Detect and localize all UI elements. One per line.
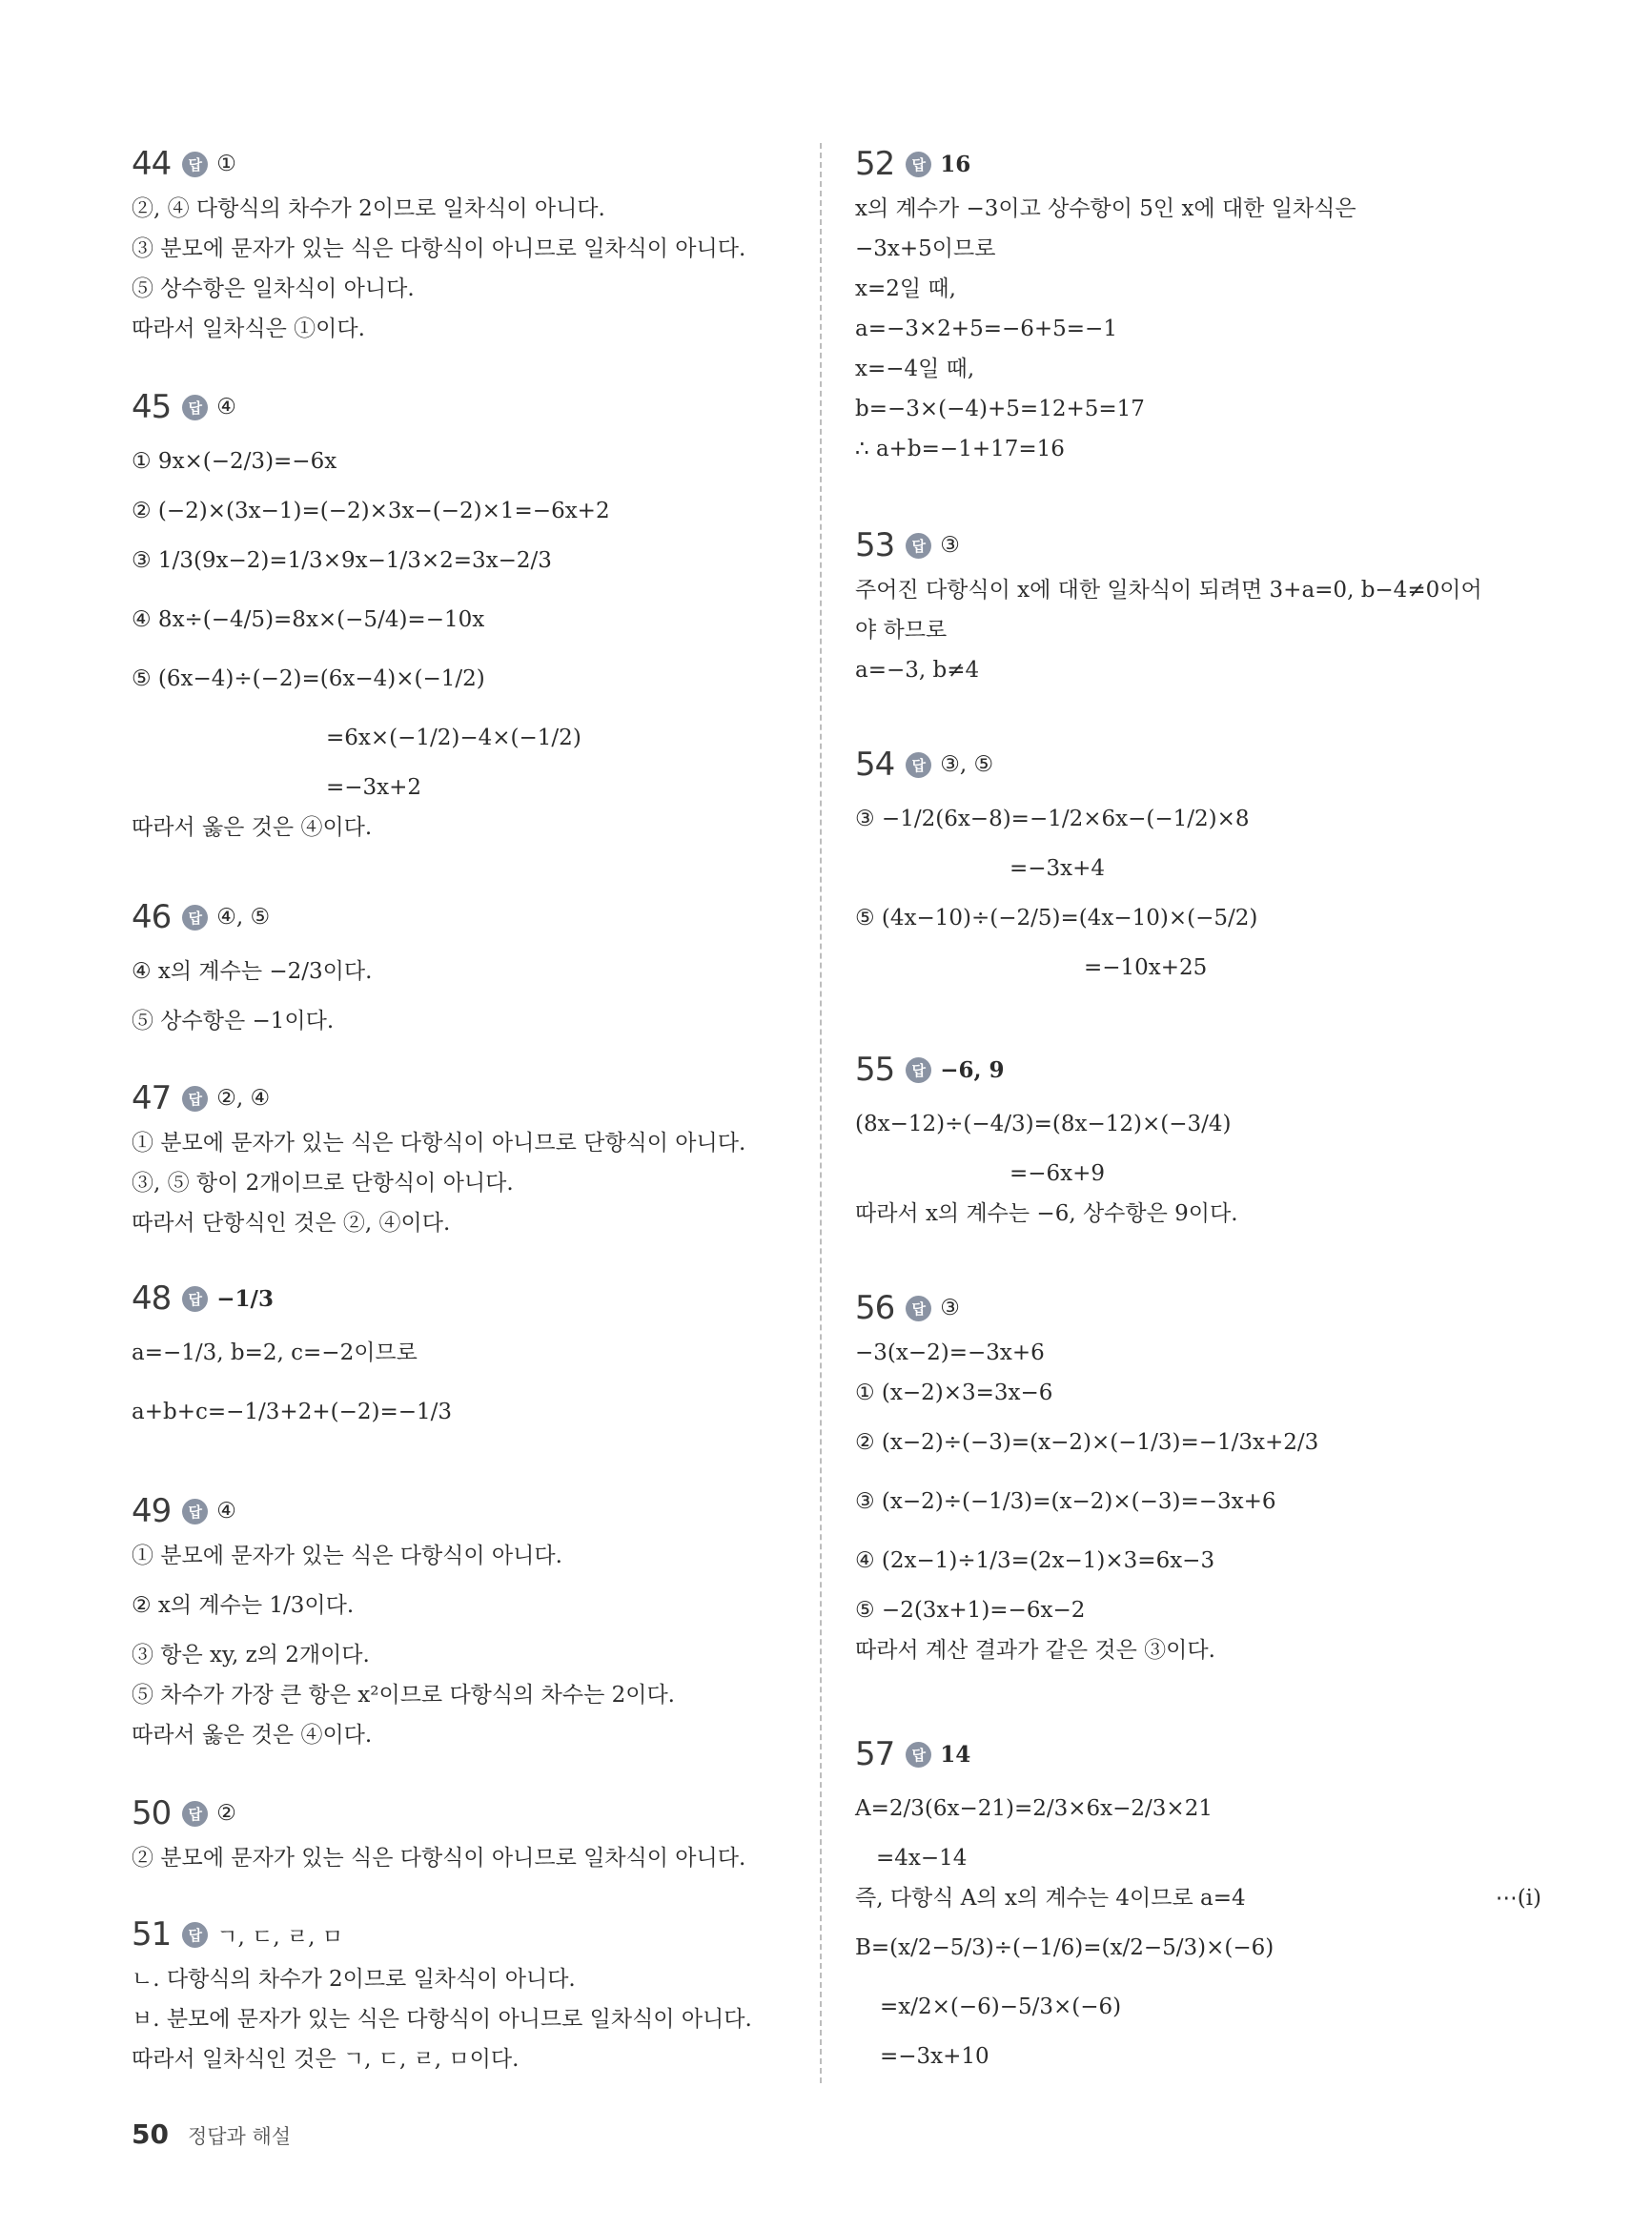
problem-number: 57 <box>855 1735 895 1773</box>
solution-text: ⑤ −2(3x+1)=−6x−2 <box>855 1598 1086 1623</box>
solution-text: ⑤ (6x−4)÷(−2)=(6x−4)×(−1/2) <box>132 666 485 691</box>
equation-tag: ⋯(i) <box>1495 1886 1541 1911</box>
solution-text: a=−3×2+5=−6+5=−1 <box>855 317 1117 341</box>
solution-text: a=−1/3, b=2, c=−2이므로 <box>132 1340 418 1365</box>
answer-badge-icon: 답 <box>906 152 931 177</box>
problem-53 <box>855 524 1541 690</box>
solution-text: −3(x−2)=−3x+6 <box>855 1340 1045 1365</box>
solution-text: ④ x의 계수는 −2/3이다. <box>132 959 373 984</box>
answer-value: ③ <box>940 1296 960 1320</box>
problem-header <box>132 1913 818 1955</box>
solution-line <box>855 849 1541 889</box>
problem-header <box>855 1733 1541 1775</box>
problem-number: 45 <box>132 388 172 426</box>
solution-line <box>855 349 1541 389</box>
solution-line <box>855 1779 1541 1838</box>
solution-text: ㅂ. 분모에 문자가 있는 식은 다항식이 아니므로 일차식이 아니다. <box>132 2007 752 2032</box>
solution-text: 따라서 일차식은 ①이다. <box>132 317 365 341</box>
solution-text: ∴ a+b=−1+17=16 <box>855 437 1065 461</box>
solution-text: ① 9x×(−2/3)=−6x <box>132 449 337 474</box>
problem-header <box>855 1287 1541 1329</box>
answer-badge-icon: 답 <box>182 152 208 177</box>
problem-56 <box>855 1287 1541 1670</box>
problem-number: 52 <box>855 145 895 183</box>
solution-line <box>855 1333 1541 1373</box>
solution-line <box>855 1413 1541 1472</box>
solution-text: =6x×(−1/2)−4×(−1/2) <box>326 726 581 750</box>
solution-line <box>855 1630 1541 1670</box>
answer-badge-icon: 답 <box>906 533 931 559</box>
answer-value: ②, ④ <box>216 1086 271 1111</box>
problem-number: 44 <box>132 145 172 183</box>
solution-line <box>132 309 818 349</box>
answer-badge-icon: 답 <box>182 395 208 420</box>
problem-number: 55 <box>855 1051 895 1089</box>
answer-value: −6, 9 <box>940 1056 1005 1083</box>
problem-number: 51 <box>132 1915 172 1954</box>
solution-line <box>855 570 1541 610</box>
solution-line <box>855 610 1541 650</box>
solution-line <box>132 708 818 767</box>
solution-line <box>855 309 1541 349</box>
answer-badge-icon: 답 <box>182 1086 208 1112</box>
solution-text: a=−3, b≠4 <box>855 658 980 683</box>
solution-text: 따라서 옳은 것은 ④이다. <box>132 1723 373 1748</box>
problem-header <box>132 143 818 185</box>
answer-badge-icon: 답 <box>182 1499 208 1524</box>
solution-line <box>132 2039 818 2079</box>
solution-line <box>132 269 818 309</box>
solution-line <box>855 1918 1541 1977</box>
answer-value: −1/3 <box>216 1285 274 1312</box>
solution-text: 따라서 옳은 것은 ④이다. <box>132 815 373 840</box>
answer-value: ② <box>216 1801 236 1826</box>
solution-line <box>855 269 1541 309</box>
solution-line <box>855 1531 1541 1590</box>
solution-line <box>132 649 818 708</box>
problem-number: 49 <box>132 1492 172 1530</box>
solution-line <box>855 189 1541 229</box>
problem-header <box>855 1049 1541 1091</box>
answer-value: ④ <box>216 1499 236 1524</box>
problem-header <box>132 896 818 938</box>
solution-text: ③ 항은 xy, z의 2개이다. <box>132 1643 370 1667</box>
solution-line <box>132 1999 818 2039</box>
solution-line <box>132 1576 818 1635</box>
solution-text: 따라서 단항식인 것은 ②, ④이다. <box>132 1211 451 1236</box>
solution-text: ③ 1/3(9x−2)=1/3×9x−1/3×2=3x−2/3 <box>132 548 552 573</box>
answer-badge-icon: 답 <box>182 1801 208 1827</box>
solution-line <box>132 1382 818 1442</box>
answer-badge-icon: 답 <box>182 1922 208 1948</box>
problem-number: 48 <box>132 1279 172 1318</box>
solution-line <box>132 1635 818 1675</box>
solution-text: x=−4일 때, <box>855 357 975 381</box>
answer-value: ① <box>216 152 236 176</box>
solution-text: ⑤ (4x−10)÷(−2/5)=(4x−10)×(−5/2) <box>855 906 1258 931</box>
answer-badge-icon: 답 <box>906 1742 931 1768</box>
problem-number: 53 <box>855 526 895 564</box>
solution-text: ③ (x−2)÷(−1/3)=(x−2)×(−3)=−3x+6 <box>855 1489 1276 1514</box>
solution-line <box>132 531 818 590</box>
solution-line <box>132 808 818 848</box>
solution-line <box>855 948 1541 988</box>
problem-number: 50 <box>132 1794 172 1832</box>
problem-55 <box>855 1049 1541 1234</box>
problem-header <box>132 1077 818 1119</box>
problem-number: 56 <box>855 1289 895 1327</box>
problem-header <box>855 744 1541 786</box>
solution-text: ③ −1/2(6x−8)=−1/2×6x−(−1/2)×8 <box>855 807 1250 831</box>
solution-text: ① (x−2)×3=3x−6 <box>855 1381 1053 1405</box>
problem-50 <box>132 1792 818 1878</box>
problem-header <box>132 1278 818 1320</box>
problem-48 <box>132 1278 818 1442</box>
answer-badge-icon: 답 <box>906 1057 931 1083</box>
answer-badge-icon: 답 <box>182 905 208 931</box>
answer-value: ④ <box>216 395 236 419</box>
solution-text: ② 분모에 문자가 있는 식은 다항식이 아니므로 일차식이 아니다. <box>132 1846 746 1871</box>
solution-line <box>855 2036 1541 2077</box>
solution-text: ⑤ 상수항은 −1이다. <box>132 1009 335 1033</box>
solution-line <box>132 1715 818 1755</box>
solution-text: ③ 분모에 문자가 있는 식은 다항식이 아니므로 일차식이 아니다. <box>132 236 746 261</box>
solution-line <box>855 1373 1541 1413</box>
solution-text: ① 분모에 문자가 있는 식은 다항식이 아니다. <box>132 1544 562 1568</box>
solution-text: 따라서 계산 결과가 같은 것은 ③이다. <box>855 1638 1215 1663</box>
solution-text: ㄴ. 다항식의 차수가 2이므로 일차식이 아니다. <box>132 1967 576 1992</box>
solution-line <box>855 229 1541 269</box>
answer-badge-icon: 답 <box>906 752 931 778</box>
solution-line <box>855 1472 1541 1531</box>
problem-49 <box>132 1490 818 1755</box>
problem-number: 54 <box>855 746 895 784</box>
answer-value: ③, ⑤ <box>940 752 994 777</box>
solution-text: ② x의 계수는 1/3이다. <box>132 1593 355 1618</box>
solution-text: −3x+5이므로 <box>855 236 996 261</box>
answer-badge-icon: 답 <box>182 1286 208 1312</box>
solution-text: 즉, 다항식 A의 x의 계수는 4이므로 a=4 <box>855 1886 1246 1911</box>
problem-header <box>132 1490 818 1532</box>
solution-line <box>855 1977 1541 2036</box>
problem-57 <box>855 1733 1541 2077</box>
solution-line <box>855 1838 1541 1878</box>
solution-text: ③, ⑤ 항이 2개이므로 단항식이 아니다. <box>132 1171 514 1196</box>
problem-header <box>132 1792 818 1834</box>
solution-line <box>132 1001 818 1041</box>
solution-line <box>855 889 1541 948</box>
problem-51 <box>132 1913 818 2079</box>
solution-text: x=2일 때, <box>855 276 956 301</box>
solution-line <box>855 1590 1541 1630</box>
solution-line <box>132 1959 818 1999</box>
solution-line <box>132 491 818 531</box>
solution-line <box>132 1536 818 1576</box>
solution-line <box>132 1163 818 1203</box>
answer-value: ③ <box>940 533 960 558</box>
problem-number: 47 <box>132 1079 172 1117</box>
solution-line <box>855 429 1541 469</box>
solution-text: ② (x−2)÷(−3)=(x−2)×(−1/3)=−1/3x+2/3 <box>855 1430 1319 1455</box>
solution-line <box>132 942 818 1001</box>
solution-line <box>855 389 1541 429</box>
solution-line <box>132 1203 818 1243</box>
solution-line <box>132 1123 818 1163</box>
solution-line <box>132 1838 818 1878</box>
solution-text: b=−3×(−4)+5=12+5=17 <box>855 397 1145 421</box>
solution-text: (8x−12)÷(−4/3)=(8x−12)×(−3/4) <box>855 1112 1232 1136</box>
problem-header <box>855 524 1541 566</box>
problem-47 <box>132 1077 818 1243</box>
solution-text: A=2/3(6x−21)=2/3×6x−2/3×21 <box>855 1796 1213 1821</box>
solution-line <box>132 432 818 491</box>
page-footer-label: 정답과 해설 <box>187 2125 292 2148</box>
page-number: 50 <box>132 2118 169 2150</box>
problem-44 <box>132 143 818 349</box>
solution-text: =−10x+25 <box>1084 955 1208 980</box>
answer-value: ㄱ, ㄷ, ㄹ, ㅁ <box>216 1924 344 1950</box>
solution-line <box>855 789 1541 849</box>
solution-line <box>132 590 818 649</box>
solution-line <box>855 1878 1541 1918</box>
solution-text: ⑤ 차수가 가장 큰 항은 x²이므로 다항식의 차수는 2이다. <box>132 1683 675 1708</box>
solution-text: =−3x+10 <box>880 2044 989 2069</box>
solution-text: a+b+c=−1/3+2+(−2)=−1/3 <box>132 1400 453 1424</box>
solution-text: =−6x+9 <box>1010 1161 1106 1186</box>
solution-line <box>855 1194 1541 1234</box>
solution-line <box>132 1675 818 1715</box>
problem-45 <box>132 386 818 848</box>
solution-text: x의 계수가 −3이고 상수항이 5인 x에 대한 일차식은 <box>855 196 1356 221</box>
problem-46 <box>132 896 818 1041</box>
solution-text: ④ 8x÷(−4/5)=8x×(−5/4)=−10x <box>132 607 485 632</box>
page-footer <box>132 2118 291 2150</box>
solution-text: B=(x/2−5/3)÷(−1/6)=(x/2−5/3)×(−6) <box>855 1935 1275 1960</box>
solution-line <box>855 1154 1541 1194</box>
problem-header <box>132 386 818 428</box>
solution-line <box>132 767 818 808</box>
answer-value: 14 <box>940 1741 971 1768</box>
solution-line <box>855 650 1541 690</box>
solution-text: ⑤ 상수항은 일차식이 아니다. <box>132 276 415 301</box>
answer-value: ④, ⑤ <box>216 905 271 930</box>
solution-text: =−3x+2 <box>326 775 422 800</box>
solution-text: 주어진 다항식이 x에 대한 일차식이 되려면 3+a=0, b−4≠0이어 <box>855 578 1482 603</box>
solution-text: 따라서 일차식인 것은 ㄱ, ㄷ, ㄹ, ㅁ이다. <box>132 2047 520 2072</box>
solution-text: 따라서 x의 계수는 −6, 상수항은 9이다. <box>855 1201 1238 1226</box>
problem-header <box>855 143 1541 185</box>
answer-badge-icon: 답 <box>906 1296 931 1321</box>
solution-line <box>132 1323 818 1382</box>
problem-52 <box>855 143 1541 469</box>
solution-text: ② (−2)×(3x−1)=(−2)×3x−(−2)×1=−6x+2 <box>132 499 610 523</box>
solution-text: =−3x+4 <box>1010 856 1106 881</box>
solution-line <box>132 229 818 269</box>
problem-number: 46 <box>132 898 172 936</box>
solution-text: =x/2×(−6)−5/3×(−6) <box>880 1995 1122 2019</box>
solution-text: =4x−14 <box>876 1846 968 1871</box>
solution-line <box>855 1095 1541 1154</box>
solution-text: ②, ④ 다항식의 차수가 2이므로 일차식이 아니다. <box>132 196 605 221</box>
problem-54 <box>855 744 1541 988</box>
column-divider <box>820 143 822 2083</box>
solution-line <box>132 189 818 229</box>
solution-text: ① 분모에 문자가 있는 식은 다항식이 아니므로 단항식이 아니다. <box>132 1131 746 1156</box>
answer-value: 16 <box>940 151 971 177</box>
solution-text: ④ (2x−1)÷1/3=(2x−1)×3=6x−3 <box>855 1548 1215 1573</box>
solution-text: 야 하므로 <box>855 618 948 643</box>
